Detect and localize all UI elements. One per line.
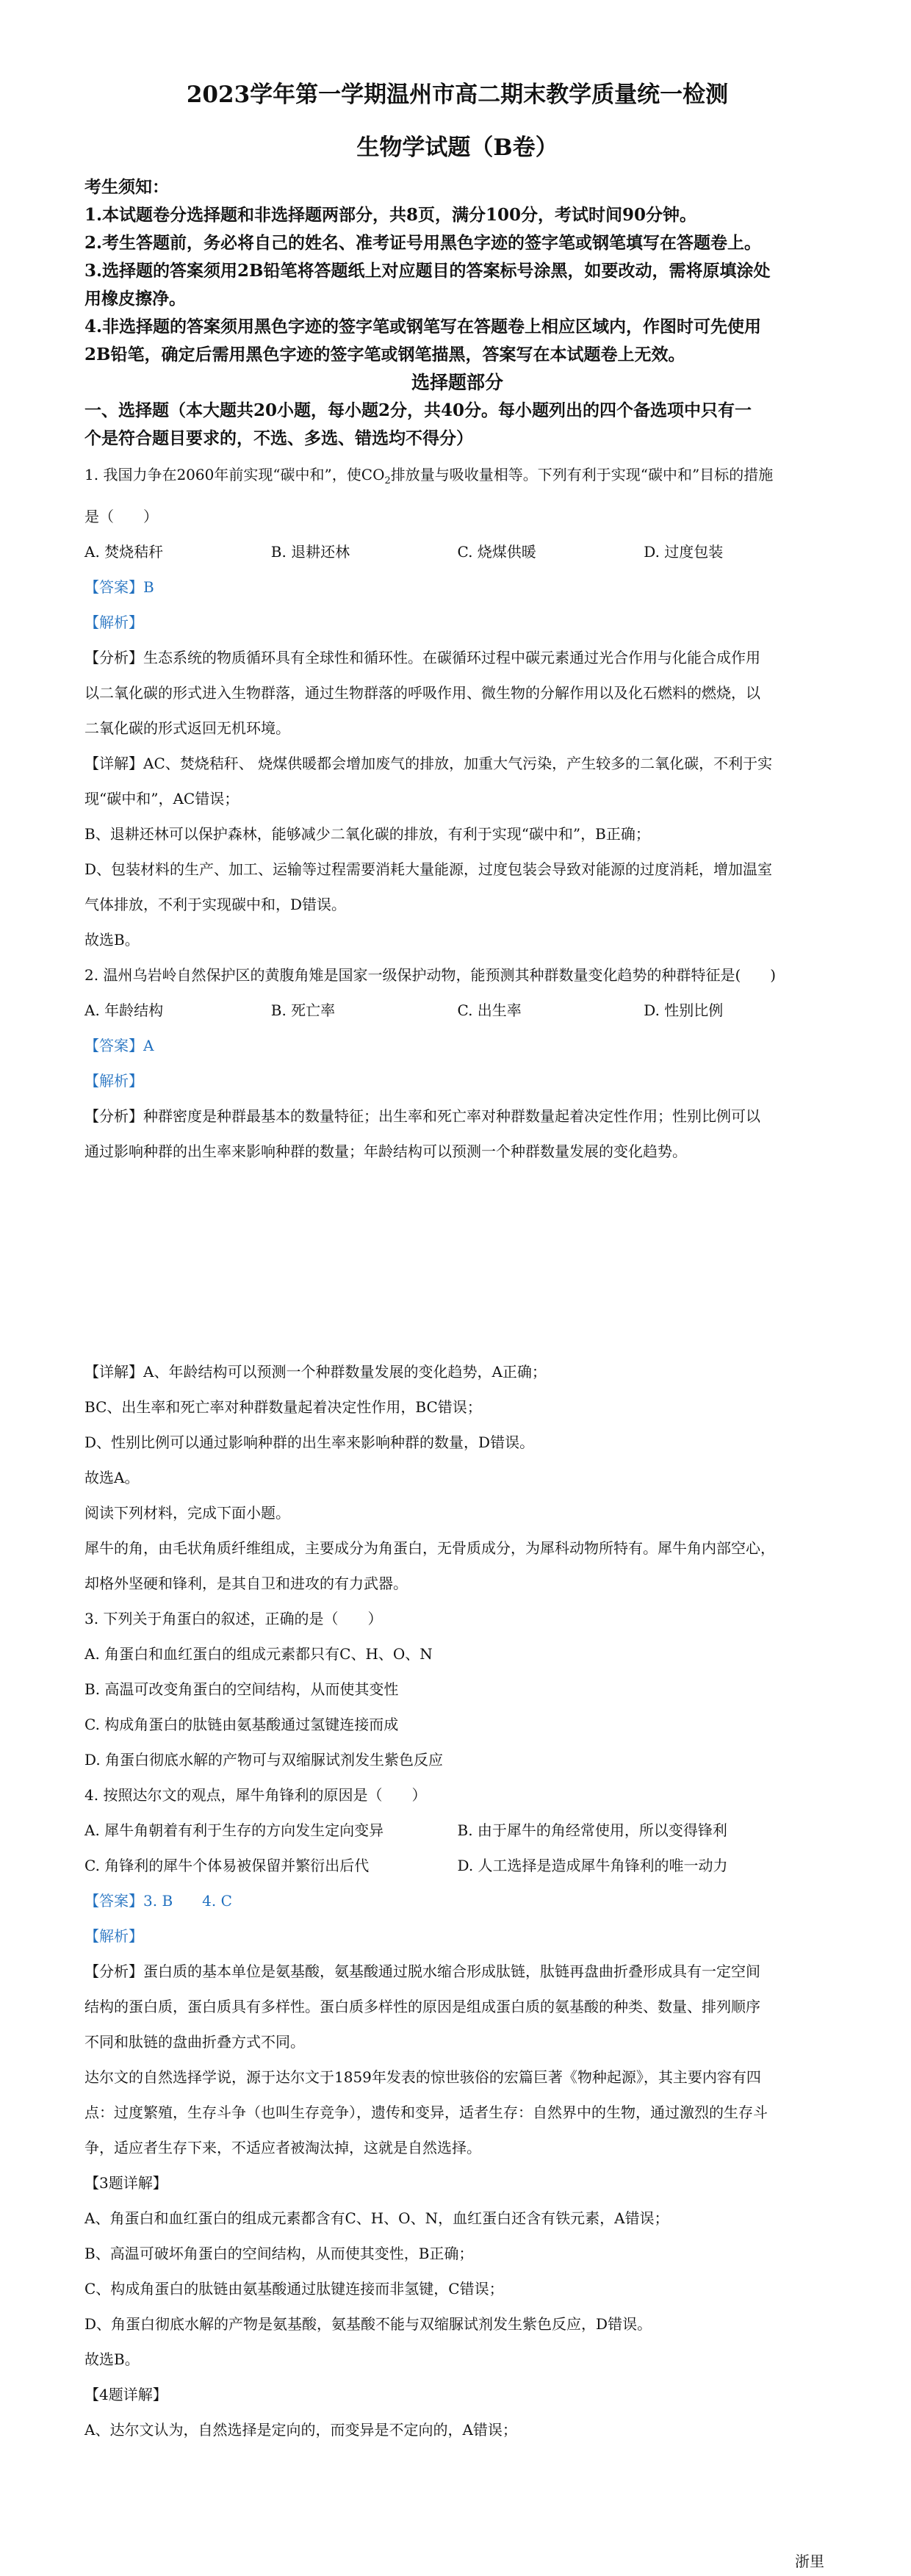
stem-text: 排放量与吸收量相等。下列有利于实现“碳中和”目标的措施 — [390, 466, 774, 483]
question-2-options — [84, 993, 830, 1028]
detail-text: B、退耕还林可以保护森林，能够减少二氧化碳的排放，有利于实现“碳中和”，B正确； — [84, 825, 650, 843]
conclusion-text: 故选A。 — [84, 1469, 140, 1486]
reading-lead: 阅读下列材料，完成下面小题。 — [84, 1504, 290, 1522]
darwin-text: 点：过度繁殖，生存斗争（也叫生存竞争），遗传和变异，适者生存：自然界中的生物，通过激烈的生存斗 — [84, 2104, 768, 2121]
question-4-stem: 4. 按照达尔文的观点，犀牛角锋利的原因是（ ） — [84, 1786, 427, 1804]
page-subtitle: 生物学试题（B卷） — [356, 134, 558, 161]
analysis-text: 【分析】种群密度是种群最基本的数量特征；出生率和死亡率对种群数量起着决定性作用；性别比例可以 — [84, 1107, 760, 1125]
question-3-stem: 3. 下列关于角蛋白的叙述，正确的是（ ） — [84, 1610, 383, 1627]
option-d: D. 人工选择是造成犀牛角锋利的唯一动力 — [457, 1857, 728, 1874]
detail-text: A、达尔文认为，自然选择是定向的，而变异是不定向的，A错误； — [84, 2421, 517, 2439]
option-a: A. 犀牛角朝着有利于生存的方向发生定向变异 — [84, 1821, 384, 1839]
reading-text: 却格外坚硬和锋利，是其自卫和进攻的有力武器。 — [84, 1575, 408, 1592]
question-1-options — [84, 534, 830, 569]
page-gap — [84, 1169, 830, 1354]
notice-block — [84, 173, 830, 369]
analysis-tag: 【解析】 — [84, 1072, 143, 1090]
notice-item: 1.本试题卷分选择题和非选择题两部分，共8页，满分100分，考试时间90分钟。 — [84, 205, 697, 225]
option-d: D. 过度包装 — [644, 543, 724, 561]
analysis-text: 结构的蛋白质，蛋白质具有多样性。蛋白质多样性的原因是组成蛋白质的氨基酸的种类、数量、排列顺序 — [84, 1998, 760, 2015]
analysis-text: 不同和肽链的盘曲折叠方式不同。 — [84, 2033, 305, 2051]
darwin-text: 争，适应者生存下来，不适应者被淘汰掉，这就是自然选择。 — [84, 2139, 481, 2156]
option-b: B. 退耕还林 — [270, 543, 350, 561]
analysis-text: 【分析】生态系统的物质循环具有全球性和循环性。在碳循环过程中碳元素通过光合作用与化能合成作用 — [84, 649, 760, 666]
reading-text: 犀牛的角，由毛状角质纤维组成，主要成分为角蛋白，无骨质成分，为犀科动物所特有。犀牛角内部空心， — [84, 1539, 775, 1557]
option-c: C. 构成角蛋白的肽链由氨基酸通过氢键连接而成 — [84, 1716, 399, 1733]
option-b: B. 高温可改变角蛋白的空间结构，从而使其变性 — [84, 1680, 399, 1698]
option-c: C. 出生率 — [457, 1001, 522, 1019]
detail-text: 气体排放，不利于实现碳中和，D错误。 — [84, 896, 347, 913]
answer-tag: 【答案】B — [84, 578, 154, 596]
analysis-tag: 【解析】 — [84, 614, 143, 631]
option-c: C. 烧煤供暖 — [457, 543, 536, 561]
analysis-text: 【分析】蛋白质的基本单位是氨基酸，氨基酸通过脱水缩合形成肽链，肽链再盘曲折叠形成具有一定空间 — [84, 1962, 760, 1980]
analysis-text: 二氧化碳的形式返回无机环境。 — [84, 719, 290, 737]
option-a: A. 角蛋白和血红蛋白的组成元素都只有C、H、O、N — [84, 1645, 433, 1663]
answer-tag: 【答案】A — [84, 1037, 154, 1054]
section-intro: 个是符合题目要求的，不选、多选、错选均不得分） — [84, 428, 473, 448]
detail-text: 【详解】AC、焚烧秸秆、 烧煤供暖都会增加废气的排放，加重大气污染，产生较多的二氧化碳，不利于实 — [84, 755, 773, 772]
subscript: 2 — [384, 475, 391, 486]
option-c: C. 角锋利的犀牛个体易被保留并繁衍出后代 — [84, 1857, 370, 1874]
detail-tag-q3: 【3题详解】 — [84, 2174, 168, 2192]
detail-text: B、高温可破坏角蛋白的空间结构，从而使其变性，B正确； — [84, 2245, 474, 2262]
detail-tag-q4: 【4题详解】 — [84, 2386, 168, 2403]
option-d: D. 角蛋白彻底水解的产物可与双缩脲试剂发生紫色反应 — [84, 1751, 444, 1769]
conclusion-text: 故选B。 — [84, 2350, 140, 2368]
detail-text: C、构成角蛋白的肽链由氨基酸通过肽键连接而非氢键，C错误； — [84, 2280, 504, 2298]
notice-item: 2.考生答题前，务必将自己的姓名、准考证号用黑色字迹的签字笔或钢笔填写在答题卷上。 — [84, 233, 762, 253]
notice-item: 2B铅笔，确定后需用黑色字迹的签字笔或钢笔描黑，答案写在本试题卷上无效。 — [84, 345, 685, 364]
notice-item: 4.非选择题的答案须用黑色字迹的签字笔或钢笔写在答题卷上相应区域内，作图时可先使用 — [84, 317, 762, 337]
detail-text: D、角蛋白彻底水解的产物是氨基酸，氨基酸不能与双缩脲试剂发生紫色反应，D错误。 — [84, 2315, 652, 2333]
option-a: A. 焚烧秸秆 — [84, 543, 164, 561]
detail-text: D、性别比例可以通过影响种群的出生率来影响种群的数量，D错误。 — [84, 1433, 535, 1451]
darwin-text: 达尔文的自然选择学说，源于达尔文于1859年发表的惊世骇俗的宏篇巨著《物种起源》，其主要内容有四 — [84, 2068, 761, 2086]
question-4-options-row — [84, 1813, 830, 1848]
section-intro: 一、选择题（本大题共20小题，每小题2分，共40分。每小题列出的四个备选项中只有一 — [84, 400, 752, 420]
content-column — [84, 79, 830, 2447]
analysis-text: 通过影响种群的出生率来影响种群的数量；年龄结构可以预测一个种群数量发展的变化趋势。 — [84, 1143, 687, 1160]
question-1-stem — [84, 457, 830, 499]
analysis-tag: 【解析】 — [84, 1927, 143, 1945]
detail-text: 现“碳中和”，AC错误； — [84, 790, 240, 807]
section-heading: 选择题部分 — [411, 372, 503, 393]
option-d: D. 性别比例 — [644, 1001, 724, 1019]
stem-text: 1. 我国力争在2060年前实现“碳中和”，使CO — [84, 466, 385, 483]
analysis-text: 以二氧化碳的形式进入生物群落，通过生物群落的呼吸作用、微生物的分解作用以及化石燃料的燃烧，以 — [84, 684, 760, 702]
detail-text: 【详解】A、年龄结构可以预测一个种群数量发展的变化趋势，A正确； — [84, 1363, 547, 1381]
conclusion-text: 故选B。 — [84, 931, 140, 949]
option-b: B. 由于犀牛的角经常使用，所以变得锋利 — [457, 1821, 727, 1839]
answer-tag: 【答案】3. B 4. C — [84, 1892, 232, 1910]
notice-item: 用橡皮擦净。 — [84, 289, 186, 309]
notice-item: 3.选择题的答案须用2B铅笔将答题纸上对应题目的答案标号涂黑，如要改动，需将原填涂处 — [84, 261, 771, 281]
page-title: 2023学年第一学期温州市高二期末教学质量统一检测 — [186, 82, 729, 108]
footer-corner-text: 浙里 — [795, 2552, 824, 2570]
question-1-stem-cont: 是（ ） — [84, 508, 158, 525]
notice-heading: 考生须知： — [84, 177, 169, 197]
question-2-stem: 2. 温州乌岩岭自然保护区的黄腹角雉是国家一级保护动物，能预测其种群数量变化趋势的种群特征是( ) — [84, 966, 777, 984]
detail-text: BC、出生率和死亡率对种群数量起着决定性作用，BC错误； — [84, 1398, 482, 1416]
question-4-options-row — [84, 1848, 830, 1883]
option-b: B. 死亡率 — [270, 1001, 336, 1019]
detail-text: D、包装材料的生产、加工、运输等过程需要消耗大量能源，过度包装会导致对能源的过度消耗，增加温室 — [84, 860, 773, 878]
detail-text: A、角蛋白和血红蛋白的组成元素都含有C、H、O、N，血红蛋白还含有铁元素，A错误； — [84, 2209, 669, 2227]
option-a: A. 年龄结构 — [84, 1001, 164, 1019]
